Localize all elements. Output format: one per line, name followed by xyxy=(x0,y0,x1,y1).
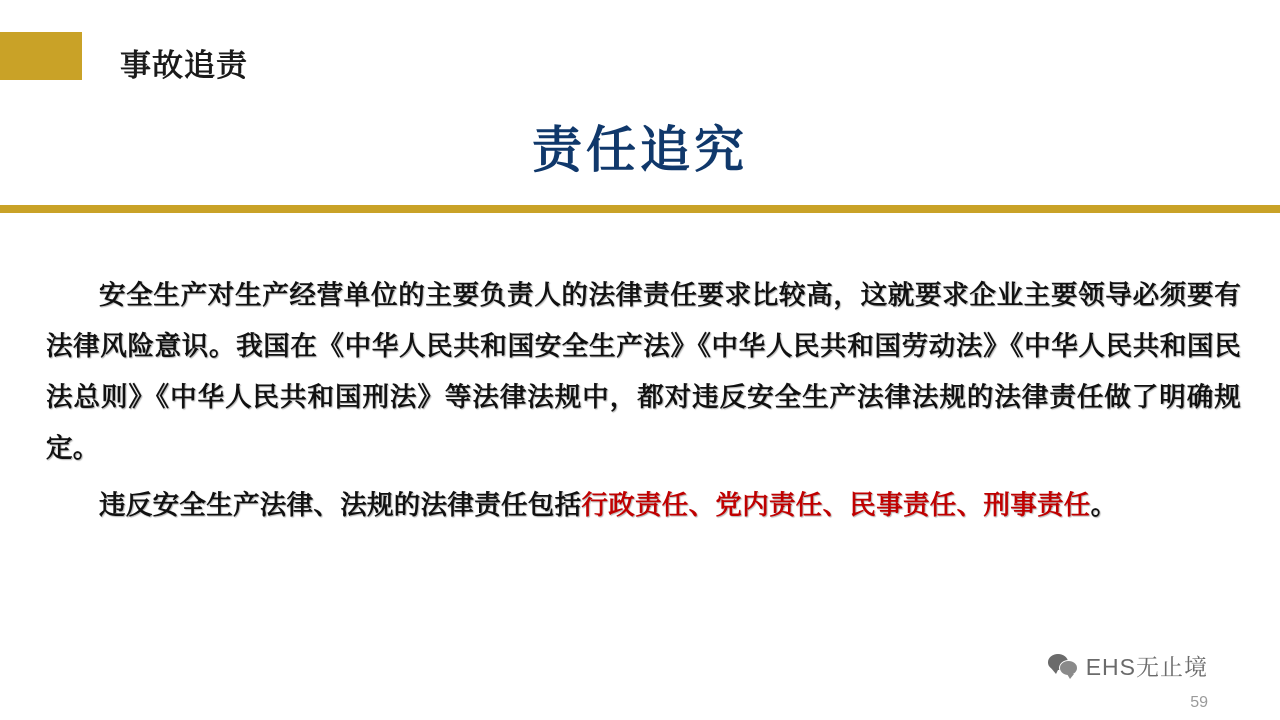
section-label: 事故追责 xyxy=(120,48,248,83)
paragraph-2-highlight: 行政责任、党内责任、民事责任、刑事责任 xyxy=(581,490,1091,520)
page-title: 责任追究 xyxy=(532,122,748,178)
footer-brand xyxy=(1048,649,1208,682)
paragraph-2-lead: 违反安全生产法律、法规的法律责任包括 xyxy=(99,490,582,520)
page-number: 59 xyxy=(1190,694,1208,711)
brand-name: EHS无止境 xyxy=(1085,654,1208,680)
header-divider xyxy=(0,205,1280,213)
header-accent-block xyxy=(0,32,82,80)
body-content xyxy=(46,270,1241,533)
paragraph-2 xyxy=(46,480,1241,531)
paragraph-2-tail: 。 xyxy=(1090,490,1118,520)
wechat-icon xyxy=(1048,653,1078,678)
paragraph-1: 安全生产对生产经营单位的主要负责人的法律责任要求比较高，这就要求企业主要领导必须要有法律风险意识。我国在《中华人民共和国安全生产法》《中华人民共和国劳动法》《中华人民共和国民法总则》《中华人民共和国刑法》等法律法规中，都对违反安全生产法律法规的法律责任做了明确规定。 xyxy=(46,280,1241,463)
